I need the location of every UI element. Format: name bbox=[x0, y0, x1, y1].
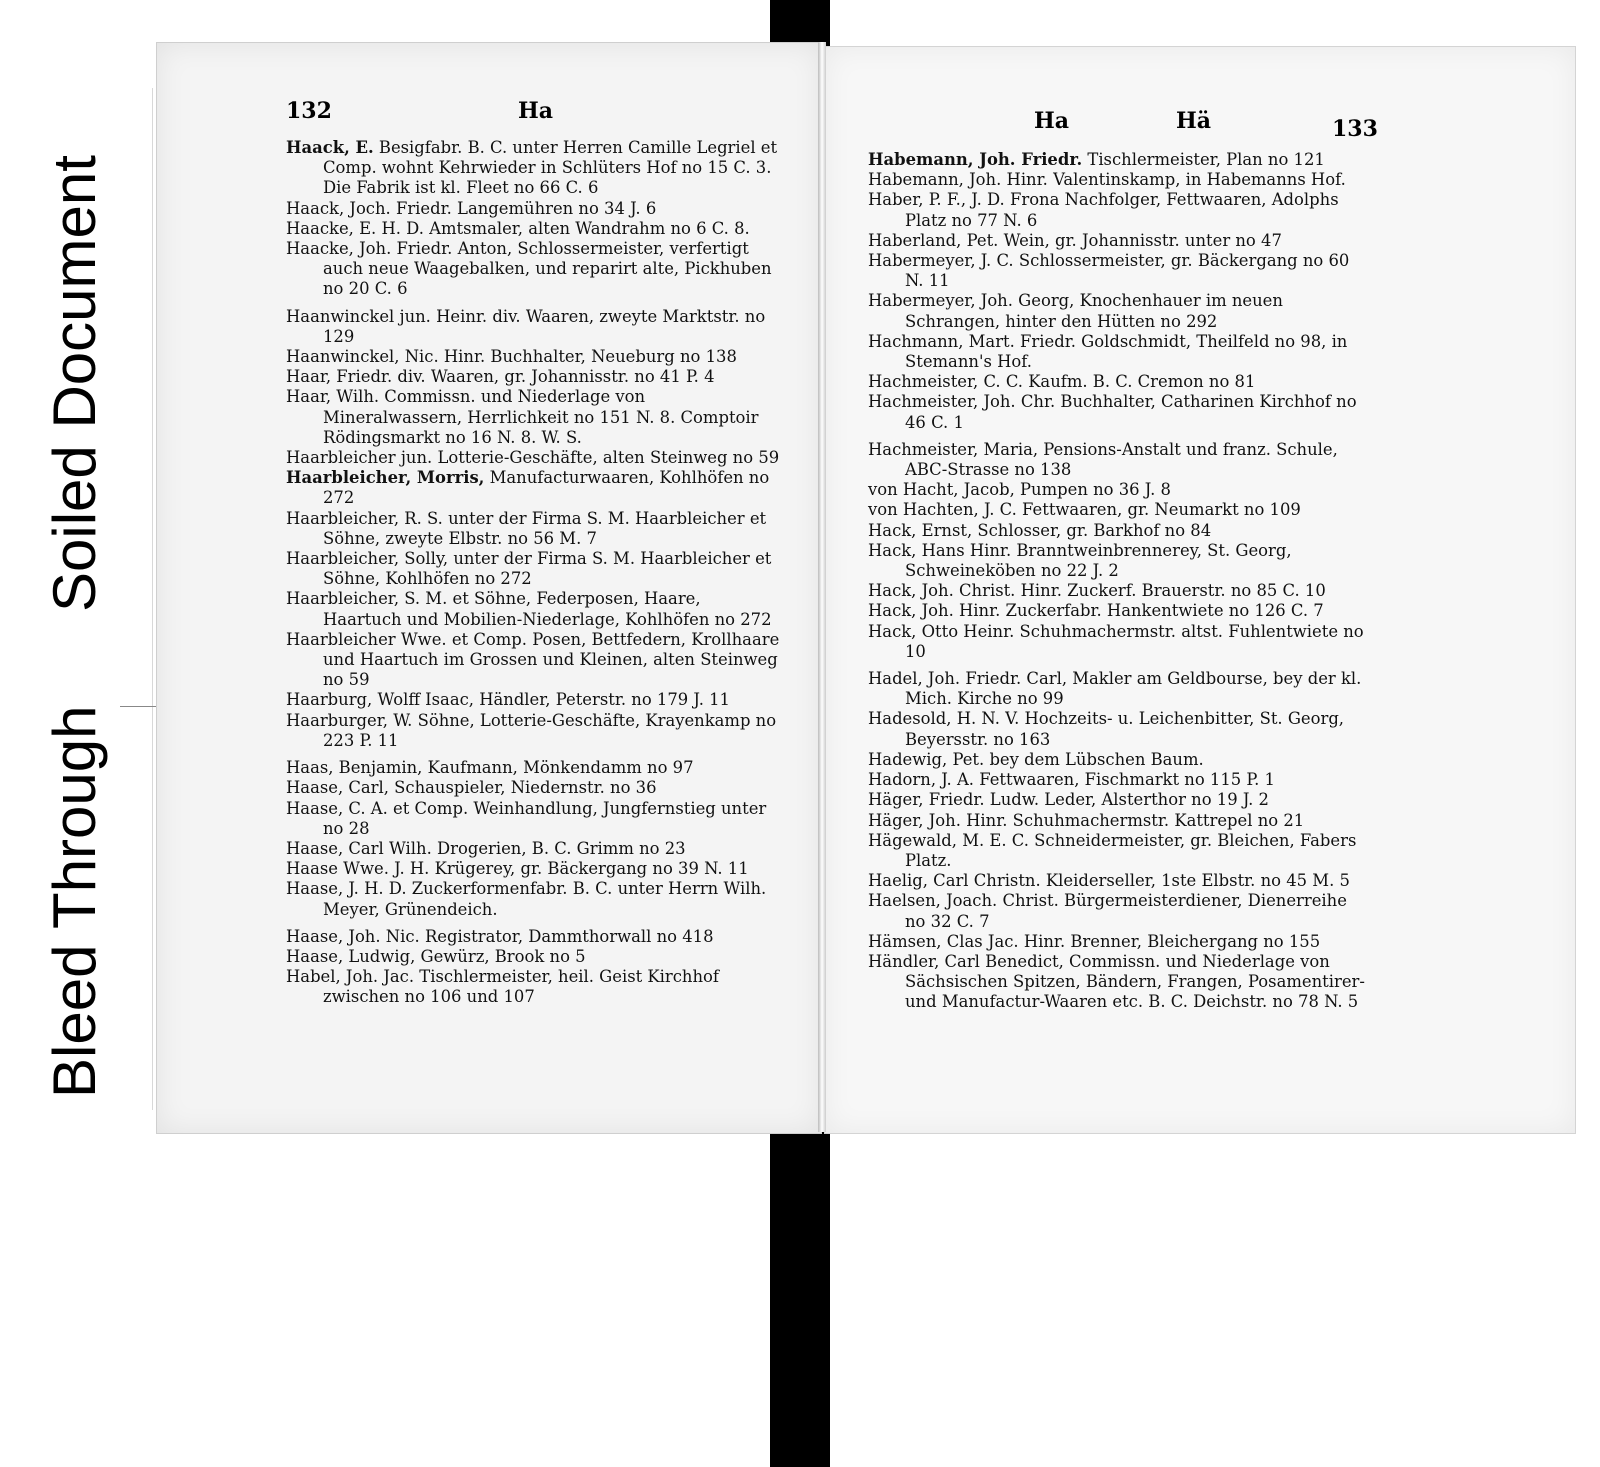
directory-entry: Haacke, E. H. D. Amtsmaler, alten Wandrahm no 6 C. 8. bbox=[286, 218, 750, 238]
directory-entry: Hack, Joh. Christ. Hinr. Zuckerf. Brauerstr. no 85 C. 10 bbox=[868, 581, 1326, 601]
directory-entry: Haarbleicher jun. Lotterie-Geschäfte, alten Steinweg no 59 bbox=[286, 448, 780, 468]
directory-entry: Hack, Ernst, Schlosser, gr. Barkhof no 84 bbox=[868, 520, 1212, 540]
left-running-head: Ha bbox=[518, 98, 554, 124]
directory-entry: Hachmeister, Joh. Chr. Buchhalter, Catharinen Kirchhof no 46 C. 1 bbox=[868, 392, 1357, 432]
directory-entry: Haber, P. F., J. D. Frona Nachfolger, Fettwaaren, Adolphs Platz no 77 N. 6 bbox=[868, 190, 1339, 230]
directory-entry: Haelsen, Joach. Christ. Bürgermeisterdiener, Dienerreihe no 32 C. 7 bbox=[868, 891, 1347, 931]
directory-entry: Haar, Wilh. Commissn. und Niederlage von Mineralwassern, Herrlichkeit no 151 N. 8. Comptoir Rödingsmarkt no 16 N. 8. W. S. bbox=[286, 387, 759, 447]
directory-entry: Habemann, Joh. Friedr. Tischlermeister, Plan no 121 bbox=[868, 150, 1325, 169]
directory-entry: Hack, Hans Hinr. Branntweinbrennerey, St. Georg, Schweineköben no 22 J. 2 bbox=[868, 540, 1292, 581]
directory-entry: Haarbleicher, R. S. unter der Firma S. M. Haarbleicher et Söhne, zweyte Elbstr. no 56 M. 7 bbox=[286, 508, 767, 548]
directory-entry: Hachmann, Mart. Friedr. Goldschmidt, Theilfeld no 98, in Stemann's Hof. bbox=[868, 331, 1348, 372]
directory-entry: Haarbleicher Wwe. et Comp. Posen, Bettfedern, Krollhaare und Haartuch im Grossen und Kleinen, alten Steinweg no 59 bbox=[286, 629, 780, 690]
right-page-number: 133 bbox=[1332, 116, 1378, 142]
directory-entry: Haase, Carl, Schauspieler, Niedernstr. no 36 bbox=[286, 778, 657, 798]
directory-entry: Haarbleicher, S. M. et Söhne, Federposen, Haare, Haartuch und Mobilien-Niederlage, Kohlhöfen no 272 bbox=[286, 589, 772, 629]
directory-entry: Haase, J. H. D. Zuckerformenfabr. B. C. unter Herrn Wilh. Meyer, Grünendeich. bbox=[286, 879, 767, 919]
directory-entry: Hadorn, J. A. Fettwaaren, Fischmarkt no 115 P. 1 bbox=[868, 770, 1275, 790]
left-page-number: 132 bbox=[286, 98, 332, 124]
page-gutter bbox=[818, 42, 826, 1132]
directory-entry: Haase Wwe. J. H. Krügerey, gr. Bäckergang no 39 N. 11 bbox=[286, 859, 749, 879]
bleed-through-label: Bleed Through bbox=[41, 705, 108, 1098]
directory-entry: Haarbleicher, Morris, Manufacturwaaren, Kohlhöfen no 272 bbox=[286, 468, 770, 508]
right-running-head-right: Hä bbox=[1176, 108, 1212, 134]
directory-entry: Hadel, Joh. Friedr. Carl, Makler am Geldbourse, bey der kl. Mich. Kirche no 99 bbox=[868, 669, 1362, 709]
directory-entry: Haarbleicher, Solly, unter der Firma S. M. Haarbleicher et Söhne, Kohlhöfen no 272 bbox=[286, 549, 772, 589]
directory-entry: Häger, Joh. Hinr. Schuhmachermstr. Kattrepel no 21 bbox=[868, 810, 1305, 830]
directory-entry: Haase, Carl Wilh. Drogerien, B. C. Grimm no 23 bbox=[286, 838, 686, 858]
directory-entry: Habel, Joh. Jac. Tischlermeister, heil. Geist Kirchhof zwischen no 106 und 107 bbox=[286, 967, 719, 1007]
directory-entry: Haanwinckel, Nic. Hinr. Buchhalter, Neueburg no 138 bbox=[286, 347, 737, 367]
directory-entry: Hachmeister, Maria, Pensions-Anstalt und franz. Schule, ABC-Strasse no 138 bbox=[868, 439, 1338, 480]
book-spine-top bbox=[770, 0, 830, 46]
directory-entry: Haase, Ludwig, Gewürz, Brook no 5 bbox=[286, 946, 586, 966]
soiled-document-label: Soiled Document bbox=[41, 155, 108, 612]
directory-entry: Haarburg, Wolff Isaac, Händler, Peterstr. no 179 J. 11 bbox=[286, 690, 730, 710]
right-directory-entries bbox=[868, 150, 1368, 1013]
book-spine-bottom bbox=[770, 1116, 830, 1467]
directory-entry: von Hacht, Jacob, Pumpen no 36 J. 8 bbox=[868, 480, 1171, 500]
directory-entry: Hadewig, Pet. bey dem Lübschen Baum. bbox=[868, 749, 1204, 769]
directory-entry: Hachmeister, C. C. Kaufm. B. C. Cremon no 81 bbox=[868, 372, 1256, 392]
directory-entry: Habermeyer, J. C. Schlossermeister, gr. Bäckergang no 60 N. 11 bbox=[868, 251, 1350, 291]
right-running-head-left: Ha bbox=[1034, 108, 1070, 134]
entry-name: Habemann, Joh. Friedr. bbox=[868, 150, 1083, 169]
entry-name: Haack, E. bbox=[286, 138, 374, 157]
directory-entry: Hämsen, Clas Jac. Hinr. Brenner, Bleichergang no 155 bbox=[868, 931, 1321, 951]
directory-entry: Haack, E. Besigfabr. B. C. unter Herren Camille Legriel et Comp. wohnt Kehrwieder in Schlüters Hof no 15 C. 3. Die Fabrik ist kl. Fleet no 66 C. 6 bbox=[286, 138, 778, 198]
directory-entry: Hägewald, M. E. C. Schneidermeister, gr. Bleichen, Fabers Platz. bbox=[868, 830, 1357, 870]
directory-entry: Haase, Joh. Nic. Registrator, Dammthorwall no 418 bbox=[286, 926, 714, 946]
entry-name: Haarbleicher, Morris, bbox=[286, 468, 485, 488]
directory-entry: von Hachten, J. C. Fettwaaren, gr. Neumarkt no 109 bbox=[868, 500, 1301, 520]
directory-entry: Hadesold, H. N. V. Hochzeits- u. Leichenbitter, St. Georg, Beyersstr. no 163 bbox=[868, 709, 1345, 749]
directory-entry: Habemann, Joh. Hinr. Valentinskamp, in Habemanns Hof. bbox=[868, 170, 1346, 190]
directory-entry: Haar, Friedr. div. Waaren, gr. Johannisstr. no 41 P. 4 bbox=[286, 367, 715, 387]
directory-entry: Haase, C. A. et Comp. Weinhandlung, Jungfernstieg unter no 28 bbox=[286, 798, 767, 838]
left-directory-entries bbox=[286, 138, 784, 1008]
directory-entry: Habermeyer, Joh. Georg, Knochenhauer im neuen Schrangen, hinter den Hütten no 292 bbox=[868, 291, 1283, 331]
directory-entry: Haacke, Joh. Friedr. Anton, Schlossermeister, verfertigt auch neue Waagebalken, und reparirt alte, Pickhuben no 20 C. 6 bbox=[286, 239, 772, 299]
directory-entry: Haanwinckel jun. Heinr. div. Waaren, zweyte Marktstr. no 129 bbox=[286, 306, 766, 346]
directory-entry: Häger, Friedr. Ludw. Leder, Alsterthor no 19 J. 2 bbox=[868, 790, 1269, 810]
directory-entry: Haarburger, W. Söhne, Lotterie-Geschäfte, Krayenkamp no 223 P. 11 bbox=[286, 710, 777, 750]
directory-entry: Hack, Otto Heinr. Schuhmachermstr. altst. Fuhlentwiete no 10 bbox=[868, 621, 1364, 661]
directory-entry: Hack, Joh. Hinr. Zuckerfabr. Hankentwiete no 126 C. 7 bbox=[868, 601, 1324, 621]
directory-entry: Haas, Benjamin, Kaufmann, Mönkendamm no 97 bbox=[286, 758, 694, 778]
directory-entry: Haelig, Carl Christn. Kleiderseller, 1ste Elbstr. no 45 M. 5 bbox=[868, 871, 1350, 891]
directory-entry: Haack, Joch. Friedr. Langemühren no 34 J. 6 bbox=[286, 198, 657, 218]
directory-entry: Haberland, Pet. Wein, gr. Johannisstr. unter no 47 bbox=[868, 230, 1282, 250]
directory-entry: Händler, Carl Benedict, Commissn. und Niederlage von Sächsischen Spitzen, Bändern, Frangen, Posamentirer- und Manufactur-Waaren etc. B. C. Deichstr. no 78 N. 5 bbox=[868, 951, 1365, 1012]
